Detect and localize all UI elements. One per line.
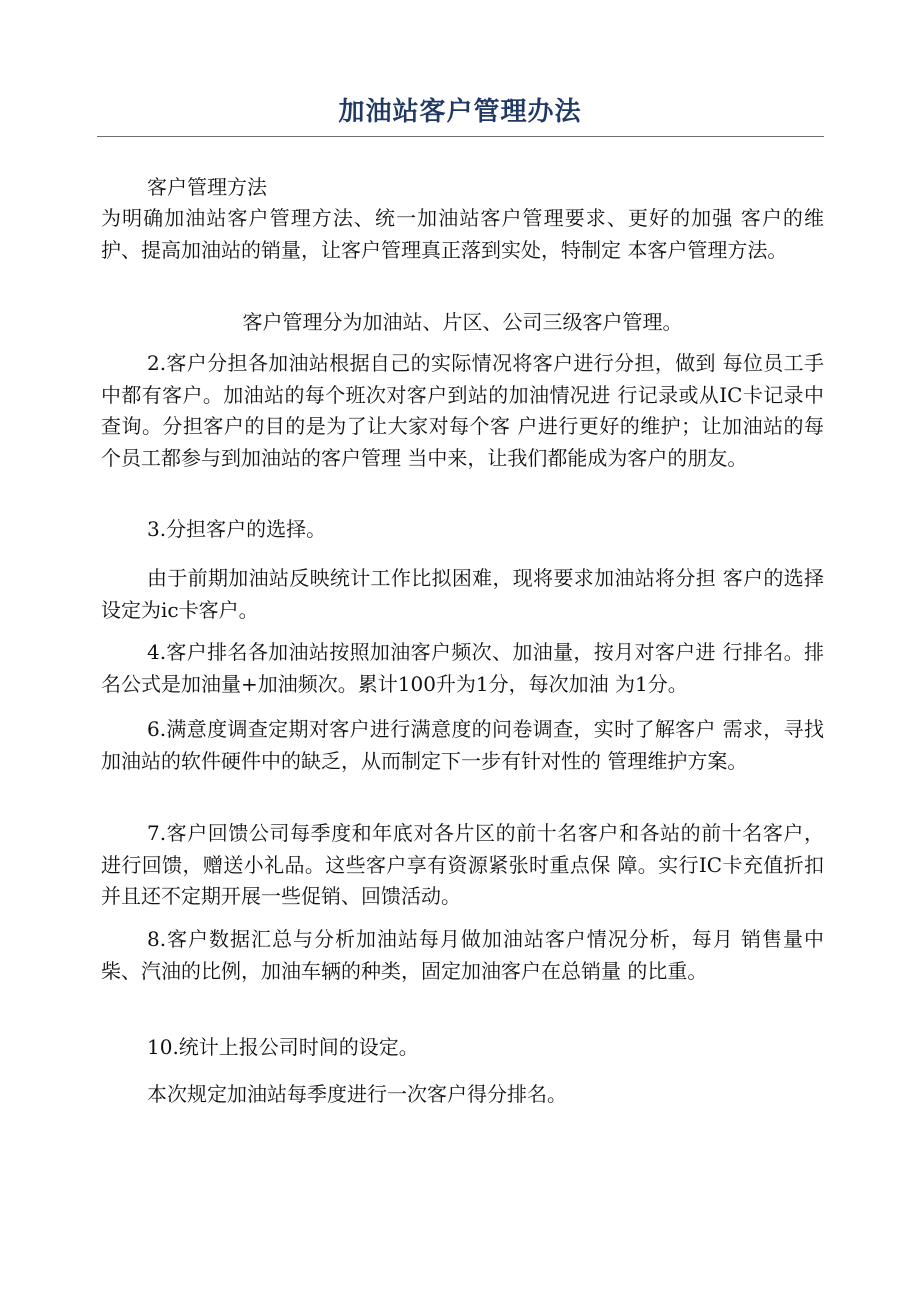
item-8-paragraph: 8.客户数据汇总与分析加油站每月做加油站客户情况分析，每月 销售量中柴、汽油的比例，加油车辆的种类，固定加油客户在总销量 的比重。 (101, 927, 824, 983)
item-7-paragraph: 7.客户回馈公司每季度和年底对各片区的前十名客户和各站的前十名客户，进行回馈，赠送小礼品。这些客户享有资源紧张时重点保 障。实行IC卡充值折扣并且还不定期开展一些促销、回馈活动。 (101, 821, 824, 908)
item-3-paragraph: 由于前期加油站反映统计工作比拟困难，现将要求加油站将分担 客户的选择设定为ic卡客户。 (101, 566, 824, 622)
title-divider (97, 136, 824, 137)
ranking-rule-paragraph: 本次规定加油站每季度进行一次客户得分排名。 (147, 1082, 567, 1106)
item-10-heading: 10.统计上报公司时间的设定。 (147, 1035, 419, 1059)
item-4-paragraph: 4.客户排名各加油站按照加油客户频次、加油量，按月对客户进 行排名。排名公式是加油量+加油频次。累计100升为1分，每次加油 为1分。 (101, 640, 824, 696)
item-3-heading: 3.分担客户的选择。 (147, 517, 327, 541)
management-levels-paragraph: 客户管理分为加油站、片区、公司三级客户管理。 (242, 310, 683, 334)
intro-paragraph: 为明确加油站客户管理方法、统一加油站客户管理要求、更好的加强 客户的维护、提高加油站的销量，让客户管理真正落到实处，特制定 本客户管理方法。 (101, 206, 824, 262)
item-6-paragraph: 6.满意度调查定期对客户进行满意度的问卷调查，实时了解客户 需求，寻找加油站的软件硬件中的缺乏，从而制定下一步有针对性的 管理维护方案。 (101, 717, 824, 773)
item-2-paragraph: 2.客户分担各加油站根据自己的实际情况将客户进行分担，做到 每位员工手中都有客户。加油站的每个班次对客户到站的加油情况进 行记录或从IC卡记录中查询。分担客户的目的是为了让大家对每个客 户进行更好的维护；让加油站的每个员工都参与到加油站的客户管理 当中来，让我们都能成为客户的朋友。 (101, 351, 824, 470)
document-title: 加油站客户管理办法 (338, 97, 582, 127)
section-heading: 客户管理方法 (147, 175, 267, 199)
